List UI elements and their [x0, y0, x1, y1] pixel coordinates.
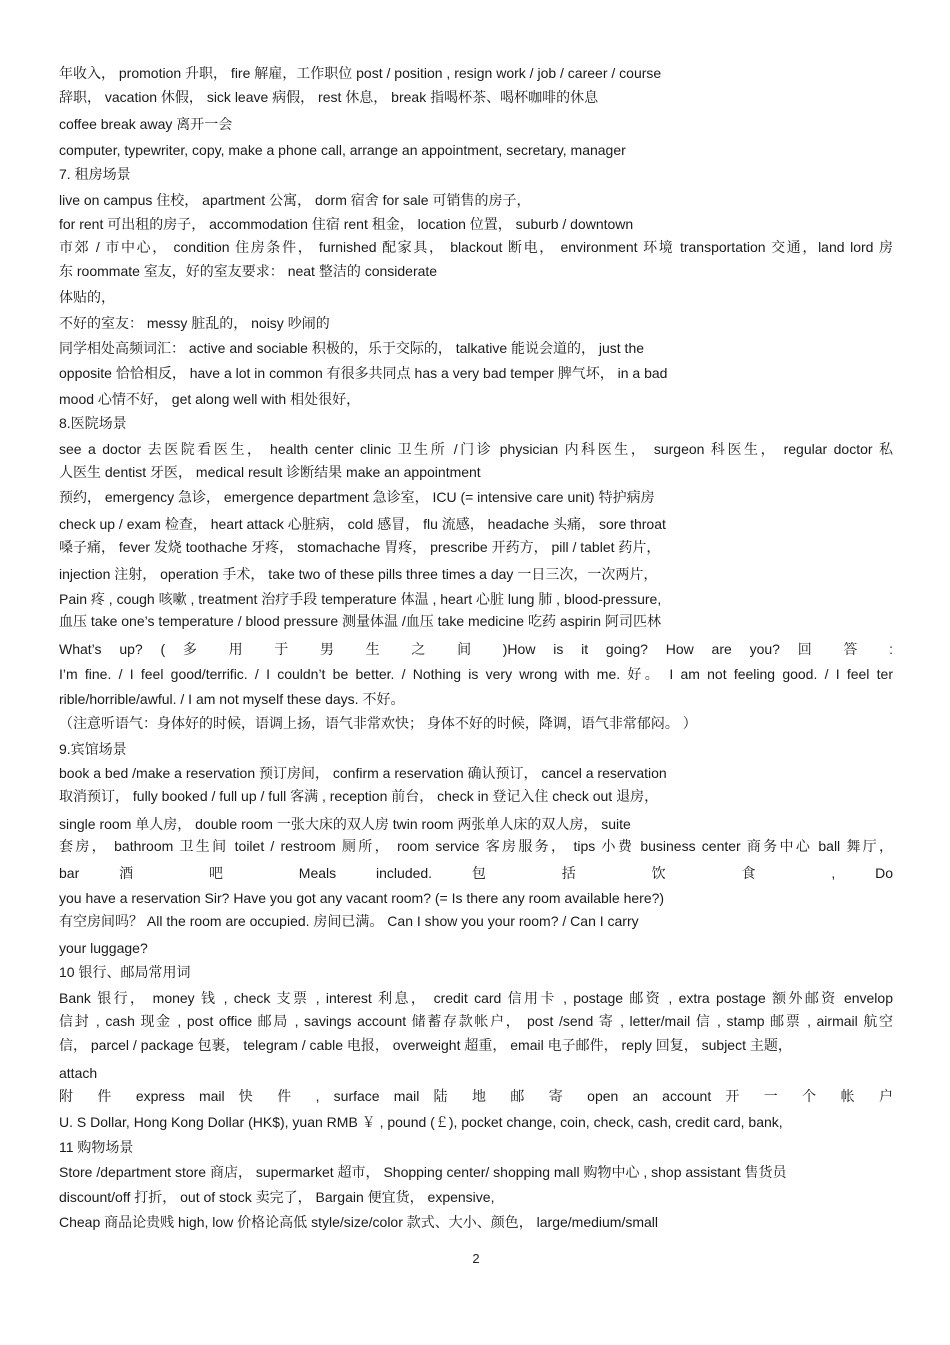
text-line: 嗓子痛， fever 发烧 toothache 牙疼， stomachache 胃疼， prescribe 开药方， pill / tablet 药片， [59, 539, 661, 555]
text-line: see a doctor 去医院看医生， health center clinic 卫生所 /门诊 physician 内科医生， surgeon 科医生， regular doctor 私 [59, 441, 893, 457]
text-line: 预约， emergency 急诊， emergence department 急诊室， ICU (= intensive care unit) 特护病房 [59, 489, 655, 505]
text-line: 同学相处高频词汇： active and sociable 积极的，乐于交际的， talkative 能说会道的， just the [59, 340, 645, 356]
text-line: 有空房间吗？ All the room are occupied. 房间已满。 Can I show you your room? / Can I carry [59, 913, 639, 929]
text-line: 取消预订， fully booked / full up / full 客满 , reception 前台， check in 登记入住 check out 退房， [59, 788, 659, 804]
text-line: 市郊 / 市中心， condition 住房条件， furnished 配家具， blackout 断电， environment 环境 transportation 交通，land lord 房 [59, 239, 893, 255]
text-line: single room 单人房， double room 一张大床的双人房 twin room 两张单人床的双人房， suite [59, 816, 631, 832]
note-line: （注意听语气：身体好的时候，语调上扬，语气非常欢快； 身体不好的时候，降调，语气非常郁闷。 ） [59, 715, 697, 731]
text-line: for rent 可出租的房子， accommodation 住宿 rent 租金， location 位置， suburb / downtown [59, 216, 634, 232]
text-line: Store /department store 商店， supermarket 超市， Shopping center/ shopping mall 购物中心 , shop assistant 售货员 [59, 1164, 787, 1180]
text-line: bar 酒 吧 Meals included. 包 括 饮 食 , Do [59, 865, 893, 881]
text-line: Cheap 商品论贵贱 high, low 价格论高低 style/size/color 款式、大小、颜色， large/medium/small [59, 1214, 659, 1230]
text-line: you have a reservation Sir? Have you got any vacant room? (= Is there any room available here?) [59, 890, 665, 906]
text-line: 东 roommate 室友，好的室友要求： neat 整洁的 considerate [59, 263, 438, 279]
text-line: mood 心情不好， get along well with 相处很好， [59, 391, 361, 407]
text-line: 不好的室友： messy 脏乱的， noisy 吵闹的 [59, 315, 330, 331]
text-line: 辞职， vacation 休假， sick leave 病假， rest 休息， break 指喝杯茶、喝杯咖啡的休息 [59, 89, 599, 105]
text-line: live on campus 住校， apartment 公寓， dorm 宿舍 for sale 可销售的房子， [59, 192, 531, 208]
text-line: What’s up? ( 多 用 于 男 生 之 间 )How is it going? How are you? 回 答 : [59, 641, 893, 657]
text-line: Bank 银行， money 钱 , check 支票 , interest 利息， credit card 信用卡 , postage 邮资 , extra postage 额外邮资 envelop [59, 990, 893, 1006]
text-line: I’m fine. / I feel good/terrific. / I couldn’t be better. / Nothing is very wrong with me. 好。 I am not feeling good. / I feel ter [59, 666, 893, 682]
text-line: your luggage? [59, 940, 148, 956]
text-line: 体贴的， [59, 289, 115, 305]
text-line: coffee break away 离开一会 [59, 116, 233, 132]
text-line: check up / exam 检查， heart attack 心脏病， cold 感冒， flu 流感， headache 头痛， sore throat [59, 516, 666, 532]
text-line: 套房， bathroom 卫生间 toilet / restroom 厕所， room service 客房服务， tips 小费 business center 商务中心 ball 舞厅， [59, 838, 893, 854]
section-heading: 9.宾馆场景 [59, 741, 127, 757]
text-line: 信， parcel / package 包裹， telegram / cable 电报， overweight 超重， email 电子邮件， reply 回复， subject 主题， [59, 1037, 792, 1053]
text-line: opposite 恰恰相反， have a lot in common 有很多共同点 has a very bad temper 脾气坏， in a bad [59, 365, 668, 381]
text-line: 年收入， promotion 升职， fire 解雇，工作职位 post / position , resign work / job / career / course [59, 65, 662, 81]
section-heading: 7. 租房场景 [59, 166, 131, 182]
section-heading: 10 银行、邮局常用词 [59, 964, 191, 980]
text-line: computer, typewriter, copy, make a phone call, arrange an appointment, secretary, manager [59, 142, 626, 158]
text-line: attach [59, 1065, 98, 1081]
text-line: U. S Dollar, Hong Kong Dollar (HK$), yuan RMB ￥ , pound (￡), pocket change, coin, check, cash, credit card, bank, [59, 1114, 783, 1130]
text-line: discount/off 打折， out of stock 卖完了， Bargain 便宜货， expensive, [59, 1189, 495, 1205]
document-page [59, 0, 893, 1345]
text-line: 信封 , cash 现金 , post office 邮局 , savings account 储蓄存款帐户， post /send 寄 , letter/mail 信 , stamp 邮票 , airmail 航空 [59, 1013, 893, 1029]
text-line: 附 件 express mail 快 件 , surface mail 陆 地 邮 寄 open an account 开 一 个 帐 户 [59, 1088, 893, 1104]
text-line: injection 注射， operation 手术， take two of these pills three times a day 一日三次，一次两片， [59, 566, 658, 582]
section-heading: 8.医院场景 [59, 415, 127, 431]
text-line: rible/horrible/awful. / I am not myself these days. 不好。 [59, 691, 405, 707]
text-line: 血压 take one’s temperature / blood pressure 测量体温 /血压 take medicine 吃药 aspirin 阿司匹林 [59, 613, 661, 629]
page-number: 2 [472, 1251, 480, 1266]
text-line: Pain 疼 , cough 咳嗽 , treatment 治疗手段 temperature 体温 , heart 心脏 lung 肺 , blood-pressure, [59, 591, 662, 607]
text-line: book a bed /make a reservation 预订房间， confirm a reservation 确认预订， cancel a reservation [59, 765, 667, 781]
section-heading: 11 购物场景 [59, 1139, 134, 1155]
text-line: 人医生 dentist 牙医， medical result 诊断结果 make an appointment [59, 464, 481, 480]
